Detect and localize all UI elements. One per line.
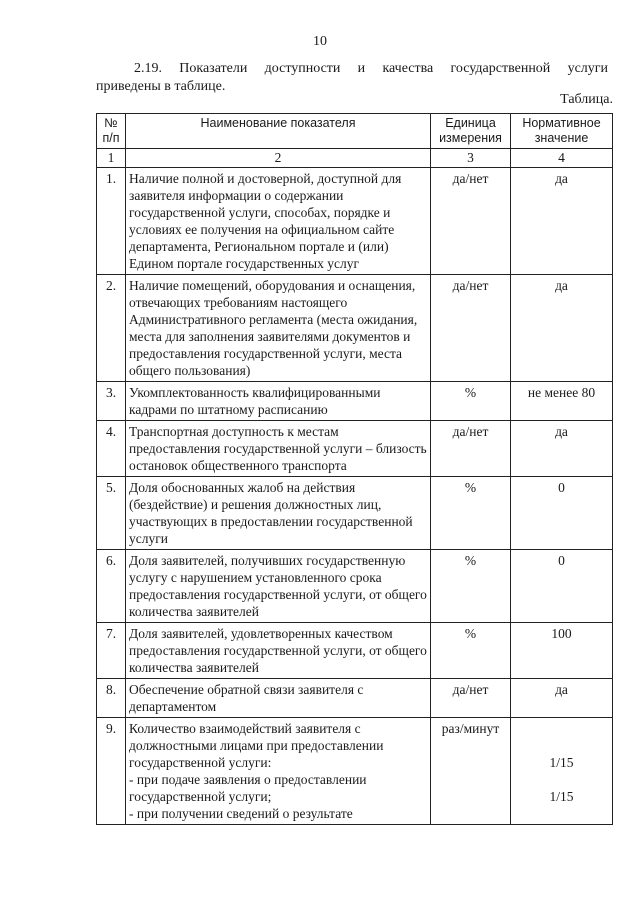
indicator-norm: да bbox=[511, 421, 613, 477]
indicator-unit: да/нет bbox=[431, 275, 511, 382]
row-number: 8. bbox=[97, 679, 126, 718]
indicator-norm: да bbox=[511, 275, 613, 382]
table-row bbox=[97, 679, 613, 718]
indicator-norm: да bbox=[511, 168, 613, 275]
intro-paragraph bbox=[96, 60, 608, 96]
table-row bbox=[97, 623, 613, 679]
indicator-name: Транспортная доступность к местам предоставления государственной услуги – близость остановок общественного транспорта bbox=[126, 421, 431, 477]
indicator-unit: % bbox=[431, 477, 511, 550]
table-row bbox=[97, 718, 613, 825]
indicator-unit: да/нет bbox=[431, 421, 511, 477]
indicator-norm: 0 bbox=[511, 477, 613, 550]
intro-line-1: 2.19. Показатели доступности и качества государственной услуги bbox=[134, 61, 608, 76]
indicator-norm: 0 bbox=[511, 550, 613, 623]
row-number: 5. bbox=[97, 477, 126, 550]
row-number: 6. bbox=[97, 550, 126, 623]
column-number-row bbox=[97, 149, 613, 168]
indicators-table bbox=[96, 113, 613, 825]
table-header-row bbox=[97, 114, 613, 149]
indicator-subitem: - при получении сведений о результате bbox=[129, 806, 353, 821]
indicator-norm-value: 1/15 bbox=[549, 755, 574, 770]
table-caption: Таблица. bbox=[560, 92, 613, 107]
indicator-name: Укомплектованность квалифицированными кадрами по штатному расписанию bbox=[126, 382, 431, 421]
indicator-norm-value: 1/15 bbox=[549, 789, 574, 804]
indicator-name: Доля обоснованных жалоб на действия (бездействие) и решения должностных лиц, участвующих в предоставлении государственной услуги bbox=[126, 477, 431, 550]
table-row bbox=[97, 168, 613, 275]
table-row bbox=[97, 275, 613, 382]
table-row bbox=[97, 382, 613, 421]
table-row bbox=[97, 477, 613, 550]
indicator-unit: раз/минут bbox=[431, 718, 511, 825]
indicator-name bbox=[126, 718, 431, 825]
indicator-name: Доля заявителей, удовлетворенных качеством предоставления государственной услуги, от общего количества заявителей bbox=[126, 623, 431, 679]
indicator-unit: да/нет bbox=[431, 679, 511, 718]
indicator-name: Доля заявителей, получивших государственную услугу с нарушением установленного срока предоставления государственной услуги, от общего количества заявителей bbox=[126, 550, 431, 623]
row-number: 9. bbox=[97, 718, 126, 825]
indicator-unit: % bbox=[431, 382, 511, 421]
table-row bbox=[97, 421, 613, 477]
intro-line-2: приведены в таблице. bbox=[96, 79, 226, 94]
header-num: № п/п bbox=[97, 114, 126, 149]
indicator-unit: % bbox=[431, 623, 511, 679]
column-number: 3 bbox=[431, 149, 511, 168]
header-name: Наименование показателя bbox=[126, 114, 431, 149]
row-number: 3. bbox=[97, 382, 126, 421]
indicator-name: Наличие полной и достоверной, доступной для заявителя информации о содержании государственной услуги, способах, порядке и условиях ее получения на официальном сайте департамента, Региональном портале и (или) Едином портале государственных услуг bbox=[126, 168, 431, 275]
column-number: 4 bbox=[511, 149, 613, 168]
indicator-norm: не менее 80 bbox=[511, 382, 613, 421]
row-number: 7. bbox=[97, 623, 126, 679]
indicator-norm: 100 bbox=[511, 623, 613, 679]
header-unit: Единица измерения bbox=[431, 114, 511, 149]
row-number: 1. bbox=[97, 168, 126, 275]
column-number: 2 bbox=[126, 149, 431, 168]
page-number: 10 bbox=[313, 34, 327, 49]
indicator-unit: да/нет bbox=[431, 168, 511, 275]
table-row bbox=[97, 550, 613, 623]
indicator-norm bbox=[511, 718, 613, 825]
row-number: 4. bbox=[97, 421, 126, 477]
indicator-name: Наличие помещений, оборудования и оснащения, отвечающих требованиям настоящего Административного регламента (места ожидания, места для заполнения заявителями документов и предоставления государственной услуги, места общего пользования) bbox=[126, 275, 431, 382]
indicator-norm: да bbox=[511, 679, 613, 718]
column-number: 1 bbox=[97, 149, 126, 168]
indicator-name: Обеспечение обратной связи заявителя с департаментом bbox=[126, 679, 431, 718]
row-number: 2. bbox=[97, 275, 126, 382]
header-norm: Нормативное значение bbox=[511, 114, 613, 149]
indicator-unit: % bbox=[431, 550, 511, 623]
indicator-subitem: - при подаче заявления о предоставлении государственной услуги; bbox=[129, 772, 367, 804]
indicator-name-intro: Количество взаимодействий заявителя с должностными лицами при предоставлении государственной услуги: bbox=[129, 721, 384, 770]
